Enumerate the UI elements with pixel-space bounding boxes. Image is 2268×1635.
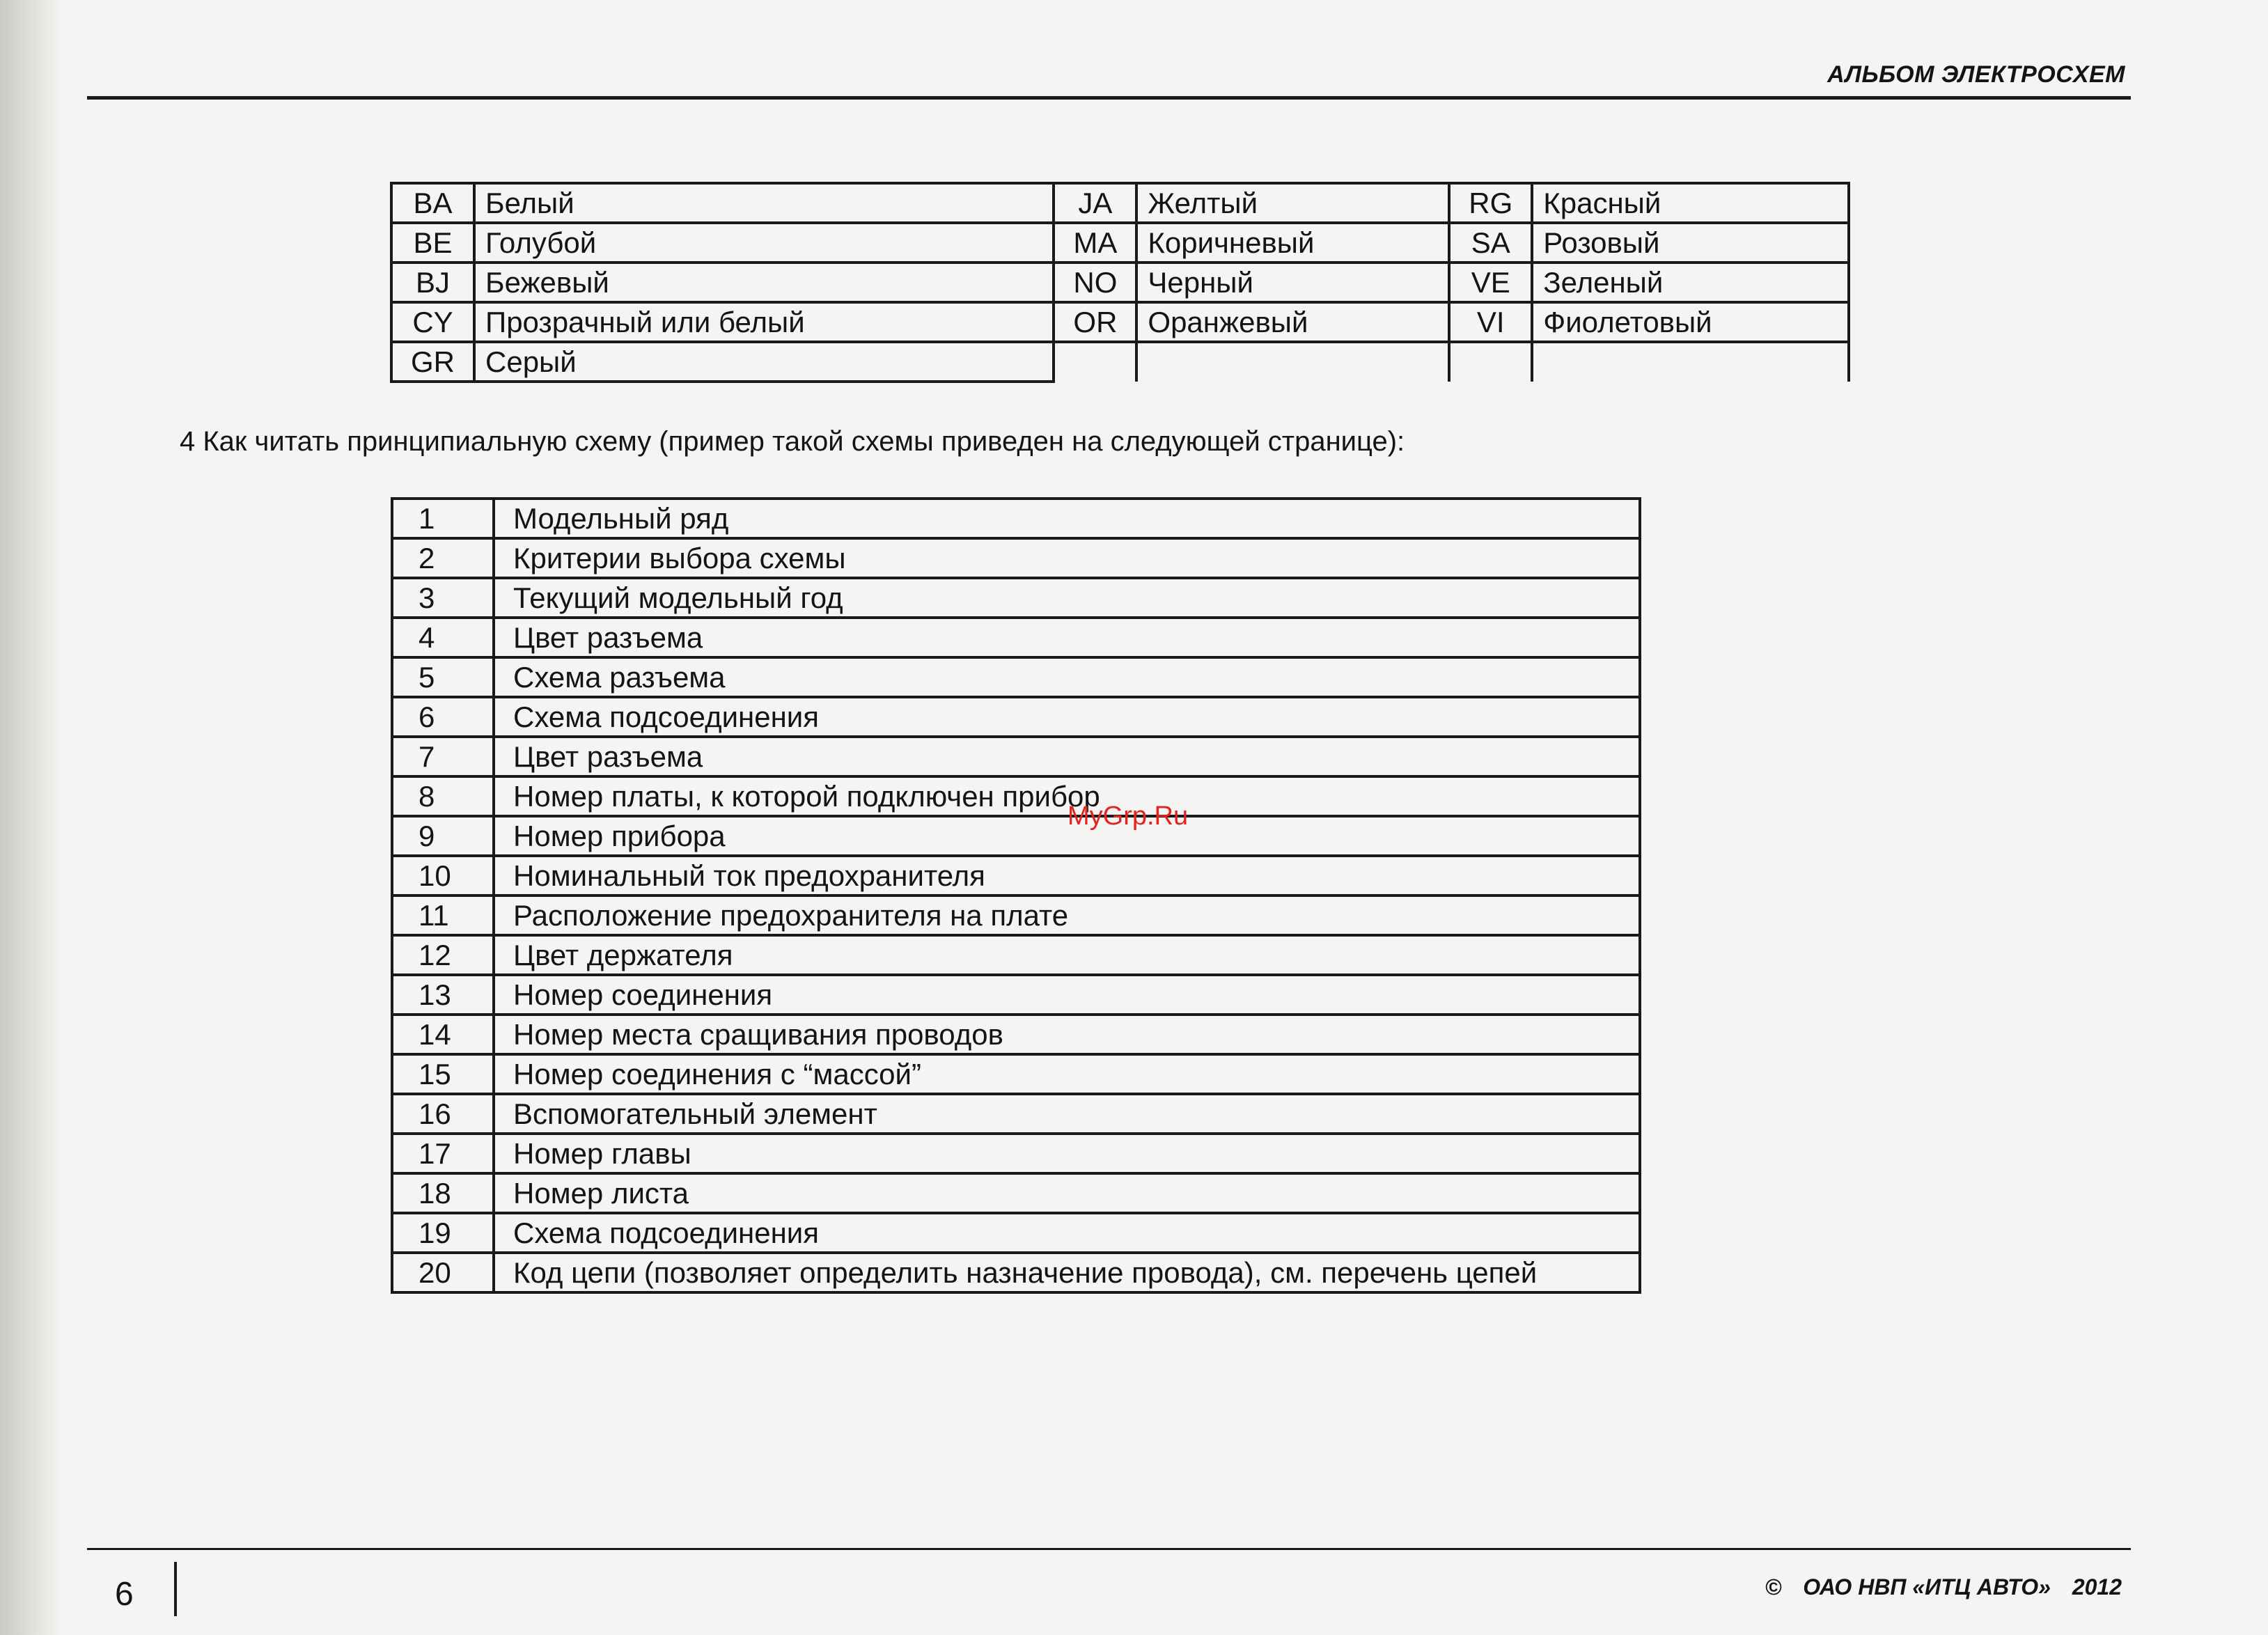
publisher-name: ОАО НВП «ИТЦ АВТО» <box>1803 1574 2051 1599</box>
legend-row <box>392 1213 1640 1253</box>
color-code: CY <box>391 302 474 342</box>
page-header-title: АЛЬБОМ ЭЛЕКТРОСХЕМ <box>1827 61 2125 88</box>
color-code: JA <box>1054 183 1136 223</box>
legend-number: 3 <box>392 578 494 618</box>
legend-number: 4 <box>392 618 494 657</box>
color-name: Белый <box>474 183 1054 223</box>
legend-row <box>392 499 1640 538</box>
legend-number: 7 <box>392 737 494 776</box>
legend-row <box>392 697 1640 737</box>
legend-row <box>392 538 1640 578</box>
diagram-legend-table <box>391 497 1641 1294</box>
color-row <box>391 263 1849 302</box>
color-code: SA <box>1449 223 1532 263</box>
legend-number: 1 <box>392 499 494 538</box>
legend-number: 15 <box>392 1054 494 1094</box>
legend-label: Цвет держателя <box>494 935 1640 975</box>
color-code: NO <box>1054 263 1136 302</box>
color-row <box>391 342 1849 382</box>
color-name: Оранжевый <box>1136 302 1449 342</box>
footer-divider <box>174 1562 177 1616</box>
legend-row <box>392 578 1640 618</box>
color-name: Зеленый <box>1532 263 1849 302</box>
color-name: Серый <box>474 342 1054 382</box>
legend-row <box>392 935 1640 975</box>
color-name: Коричневый <box>1136 223 1449 263</box>
color-code: BE <box>391 223 474 263</box>
legend-label: Номер соединения <box>494 975 1640 1015</box>
copyright-icon: © <box>1765 1574 1782 1599</box>
legend-row <box>392 1173 1640 1213</box>
footer-rule <box>87 1548 2131 1550</box>
empty-cell <box>1136 342 1449 382</box>
legend-label: Номер соединения с “массой” <box>494 1054 1640 1094</box>
page-number: 6 <box>115 1576 134 1613</box>
color-row <box>391 223 1849 263</box>
publication-year: 2012 <box>2072 1574 2122 1599</box>
color-code: VI <box>1449 302 1532 342</box>
color-code: BJ <box>391 263 474 302</box>
color-name: Розовый <box>1532 223 1849 263</box>
footer-publisher-line <box>1765 1574 2122 1600</box>
legend-row <box>392 1094 1640 1134</box>
legend-label: Номер платы, к которой подключен прибор <box>494 776 1640 816</box>
legend-number: 14 <box>392 1015 494 1054</box>
legend-number: 16 <box>392 1094 494 1134</box>
legend-label: Код цепи (позволяет определить назначение провода), см. перечень цепей <box>494 1253 1640 1292</box>
empty-cell <box>1449 342 1532 382</box>
legend-row <box>392 975 1640 1015</box>
legend-row <box>392 856 1640 895</box>
wire-color-table <box>390 182 1850 383</box>
legend-label: Цвет разъема <box>494 618 1640 657</box>
legend-label: Текущий модельный год <box>494 578 1640 618</box>
legend-label: Расположение предохранителя на плате <box>494 895 1640 935</box>
color-code: GR <box>391 342 474 382</box>
legend-row <box>392 1054 1640 1094</box>
legend-number: 19 <box>392 1213 494 1253</box>
legend-label: Номер главы <box>494 1134 1640 1173</box>
legend-row <box>392 657 1640 697</box>
legend-number: 18 <box>392 1173 494 1213</box>
legend-number: 20 <box>392 1253 494 1292</box>
color-code: RG <box>1449 183 1532 223</box>
legend-row <box>392 776 1640 816</box>
legend-label: Схема разъема <box>494 657 1640 697</box>
legend-row <box>392 618 1640 657</box>
color-name: Бежевый <box>474 263 1054 302</box>
color-name: Голубой <box>474 223 1054 263</box>
legend-row <box>392 1134 1640 1173</box>
color-code: OR <box>1054 302 1136 342</box>
legend-label: Вспомогательный элемент <box>494 1094 1640 1134</box>
legend-number: 17 <box>392 1134 494 1173</box>
legend-number: 9 <box>392 816 494 856</box>
color-row <box>391 183 1849 223</box>
legend-label: Схема подсоединения <box>494 1213 1640 1253</box>
legend-number: 11 <box>392 895 494 935</box>
empty-cell <box>1054 342 1136 382</box>
legend-label: Номинальный ток предохранителя <box>494 856 1640 895</box>
legend-label: Номер прибора <box>494 816 1640 856</box>
legend-number: 12 <box>392 935 494 975</box>
legend-row <box>392 1015 1640 1054</box>
legend-number: 8 <box>392 776 494 816</box>
watermark-link[interactable]: MyGrp.Ru <box>1067 801 1189 831</box>
legend-number: 5 <box>392 657 494 697</box>
legend-row <box>392 895 1640 935</box>
legend-label: Цвет разъема <box>494 737 1640 776</box>
legend-label: Номер листа <box>494 1173 1640 1213</box>
legend-number: 13 <box>392 975 494 1015</box>
legend-label: Схема подсоединения <box>494 697 1640 737</box>
color-code: BA <box>391 183 474 223</box>
legend-row <box>392 816 1640 856</box>
color-name: Красный <box>1532 183 1849 223</box>
color-name: Прозрачный или белый <box>474 302 1054 342</box>
empty-cell <box>1532 342 1849 382</box>
legend-label: Критерии выбора схемы <box>494 538 1640 578</box>
legend-number: 10 <box>392 856 494 895</box>
color-row <box>391 302 1849 342</box>
color-code: VE <box>1449 263 1532 302</box>
color-code: MA <box>1054 223 1136 263</box>
color-name: Фиолетовый <box>1532 302 1849 342</box>
color-name: Желтый <box>1136 183 1449 223</box>
header-rule <box>87 96 2131 100</box>
legend-label: Модельный ряд <box>494 499 1640 538</box>
legend-row <box>392 737 1640 776</box>
page-left-shadow <box>0 0 63 1635</box>
section-title: 4 Как читать принципиальную схему (пример такой схемы приведен на следующей странице): <box>180 426 1405 457</box>
color-name: Черный <box>1136 263 1449 302</box>
legend-row <box>392 1253 1640 1292</box>
legend-label: Номер места сращивания проводов <box>494 1015 1640 1054</box>
legend-number: 6 <box>392 697 494 737</box>
legend-number: 2 <box>392 538 494 578</box>
